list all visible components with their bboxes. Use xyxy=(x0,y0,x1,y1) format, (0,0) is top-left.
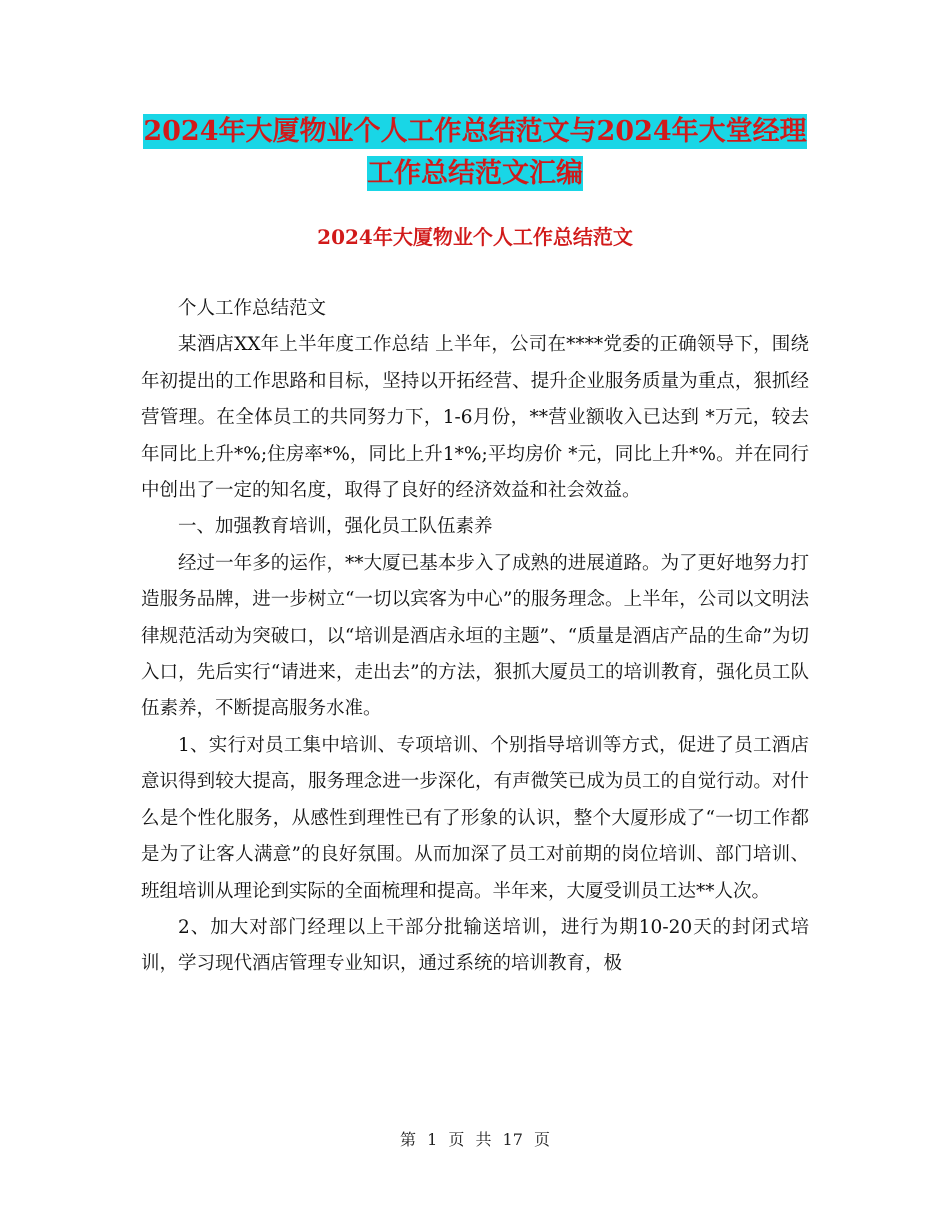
page-footer: 第 1 页 共 17 页 xyxy=(400,1130,550,1149)
paragraph: 经过一年多的运作，**大厦已基本步入了成熟的进展道路。为了更好地努力打造服务品牌，进一步树立“一切以宾客为中心”的服务理念。上半年，公司以文明法律规范活动为突破口，以“培训是酒店永垣的主题”、“质量是酒店产品的生命”为切入口，先后实行“请进来，走出去”的方法，狠抓大厦员工的培训教育，强化员工队伍素养，不断提高服务水准。 xyxy=(141,552,809,720)
section-title: 2024年大厦物业个人工作总结范文 xyxy=(317,225,633,249)
paragraph: 1、实行对员工集中培训、专项培训、个别指导培训等方式，促进了员工酒店意识得到较大提高，服务理念进一步深化，有声微笑已成为员工的自觉行动。对什么是个性化服务，从感性到理性已有了形象的认识，整个大厦形成了“一切工作都是为了让客人满意”的良好氛围。从而加深了员工对前期的岗位培训、部门培训、班组培训从理论到实际的全面梳理和提高。半年来，大厦受训员工达**人次。 xyxy=(141,734,809,902)
paragraph: 个人工作总结范文 xyxy=(178,298,327,319)
document-title-line-2 xyxy=(0,154,950,194)
paragraph-heading: 一、加强教育培训，强化员工队伍素养 xyxy=(178,516,493,538)
document-title-line-1 xyxy=(0,112,950,152)
paragraph: 2、加大对部门经理以上干部分批输送培训，进行为期10-20天的封闭式培训，学习现代酒店管理专业知识，通过系统的培训教育，极 xyxy=(141,916,809,975)
document-title-text-1: 2024年大厦物业个人工作总结范文与2024年大堂经理 xyxy=(143,116,807,147)
document-body xyxy=(141,291,809,983)
document-title-text-2: 工作总结范文汇编 xyxy=(367,158,583,189)
paragraph: 某酒店XX年上半年度工作总结 上半年，公司在****党委的正确领导下，围绕年初提出的工作思路和目标，坚持以开拓经营、提升企业服务质量为重点，狠抓经营管理。在全体员工的共同努力下，1-6月份，**营业额收入已达到 *万元，较去年同比上升*%;住房率*%，同比上升1*%;平均房价 *元，同比上升*%。并在同行中创出了一定的知名度，取得了良好的经济效益和社会效益。 xyxy=(141,334,809,502)
